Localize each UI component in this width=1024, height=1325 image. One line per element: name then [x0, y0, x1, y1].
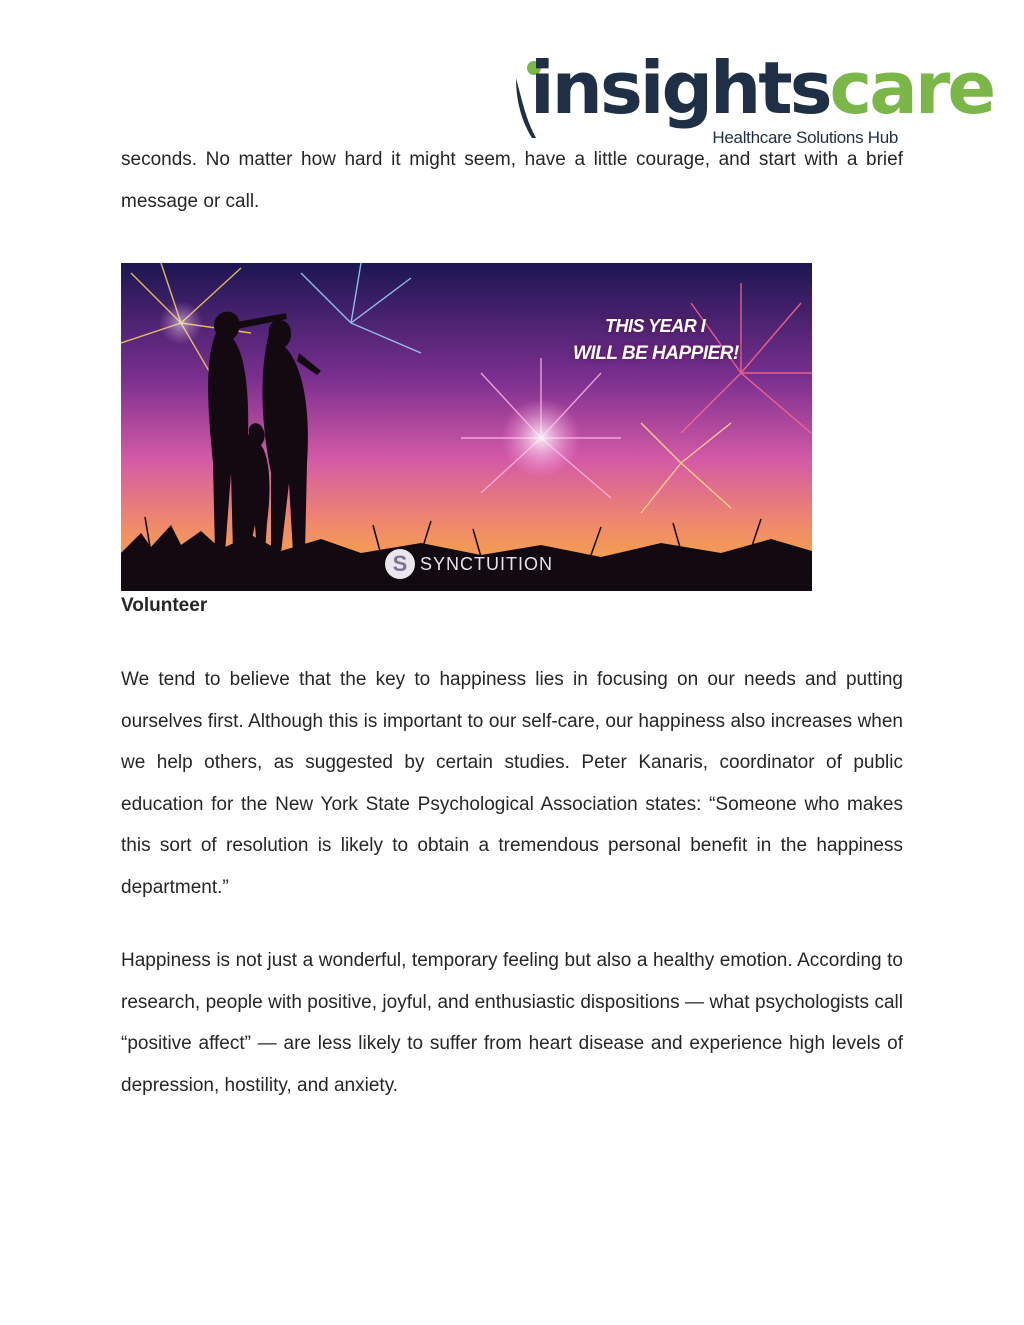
logo-word-care: care: [829, 46, 994, 130]
synctuition-watermark: [385, 547, 553, 581]
logo-tagline: Healthcare Solutions Hub: [712, 128, 898, 147]
image-caption-line-2: WILL BE HAPPIER!: [573, 343, 739, 364]
fireworks-illustration: [121, 263, 812, 591]
intro-paragraph: seconds. No matter how hard it might seem, have a little courage, and start with a brief message or call.: [121, 149, 903, 212]
image-caption-line-1: THIS YEAR I: [605, 316, 706, 336]
insightscare-logo: [512, 46, 994, 150]
logo-word-insights: insights: [530, 46, 830, 130]
section-heading-volunteer: Volunteer: [121, 595, 208, 616]
synctuition-logo-icon: S: [385, 549, 415, 579]
happiness-paragraph: Happiness is not just a wonderful, temporary feeling but also a healthy emotion. According to research, people with positive, joyful, and enthusiastic dispositions — what psychologists call “positive affect” — are less likely to suffer from heart disease and experience high levels of depression, hostility, and anxiety.: [121, 950, 903, 1096]
watermark-text: SYNCTUITION: [420, 553, 554, 574]
volunteer-paragraph: We tend to believe that the key to happiness lies in focusing on our needs and putting ourselves first. Although this is important to our self-care, our happiness also increases when we help others, as suggested by certain studies. Peter Kanaris, coordinator of public education for the New York State Psychological Association states: “Someone who makes this sort of resolution is likely to obtain a tremendous personal benefit in the happiness department.”: [121, 669, 903, 898]
logo-wordmark: [512, 46, 994, 130]
fireworks-image: [121, 263, 812, 591]
